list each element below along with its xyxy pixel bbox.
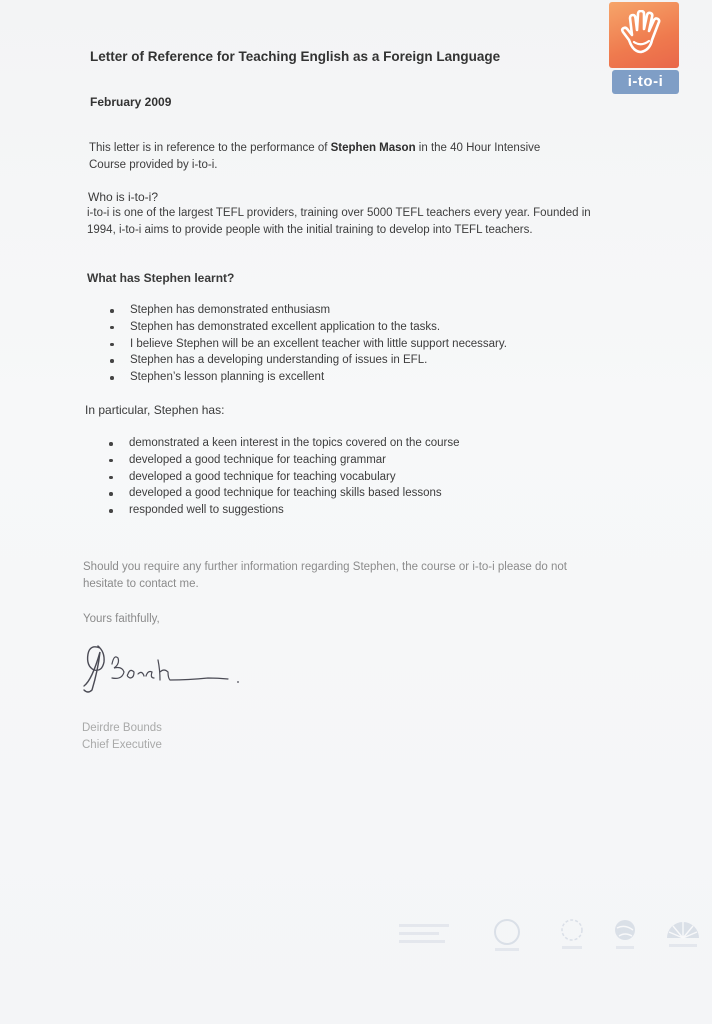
list-item: I believe Stephen will be an excellent teacher with little support necessary. — [108, 336, 507, 353]
particular-heading: In particular, Stephen has: — [85, 403, 225, 417]
who-paragraph: i-to-i is one of the largest TEFL providers, training over 5000 TEFL teachers every year. Founded in 1994, i-to-i aims to provide people with the initial training to develop into TEFL teachers. — [87, 207, 591, 236]
i-to-i-logo — [609, 2, 679, 94]
list-item: developed a good technique for teaching vocabulary — [107, 469, 460, 486]
list-item: developed a good technique for teaching skills based lessons — [107, 485, 460, 502]
logo-text: i-to-i — [612, 70, 679, 94]
intro-text-before: This letter is in reference to the performance of — [89, 142, 331, 154]
accreditation-logo-icon — [395, 918, 455, 952]
sunburst-logo-icon — [663, 914, 703, 954]
list-item: responded well to suggestions — [107, 502, 460, 519]
list-item: demonstrated a keen interest in the topics covered on the course — [107, 435, 460, 452]
accreditation-logo-icon — [490, 916, 524, 954]
list-item: developed a good technique for teaching grammar — [107, 452, 460, 469]
signature-image — [78, 640, 248, 696]
intro-paragraph — [89, 140, 559, 173]
accreditation-logo-icon — [555, 916, 589, 954]
particular-list — [107, 435, 460, 519]
intro-text-after: in the 40 Hour Intensive Course provided by i-to-i. — [89, 142, 541, 171]
list-item: Stephen has a developing understanding of issues in EFL. — [108, 352, 507, 369]
sign-off: Yours faithfully, — [83, 613, 160, 625]
signer-title: Chief Executive — [82, 739, 162, 751]
learnt-list — [108, 302, 507, 386]
letter-title: Letter of Reference for Teaching English as a Foreign Language — [90, 49, 501, 64]
list-item: Stephen has demonstrated excellent application to the tasks. — [108, 319, 507, 336]
closing-paragraph: Should you require any further information regarding Stephen, the course or i-to-i please do not hesitate to contact me. — [83, 561, 567, 590]
list-item: Stephen has demonstrated enthusiasm — [108, 302, 507, 319]
list-item: Stephen’s lesson planning is excellent — [108, 369, 507, 386]
who-heading: Who is i-to-i? — [88, 190, 159, 204]
logo-square — [609, 2, 679, 68]
signer-name: Deirdre Bounds — [82, 722, 162, 734]
letter-date: February 2009 — [90, 95, 172, 109]
learnt-heading: What has Stephen learnt? — [87, 271, 235, 285]
footer-accreditation-logos — [395, 914, 705, 958]
hand-icon — [619, 10, 669, 58]
globe-logo-icon — [608, 916, 642, 954]
student-name: Stephen Mason — [330, 142, 416, 154]
